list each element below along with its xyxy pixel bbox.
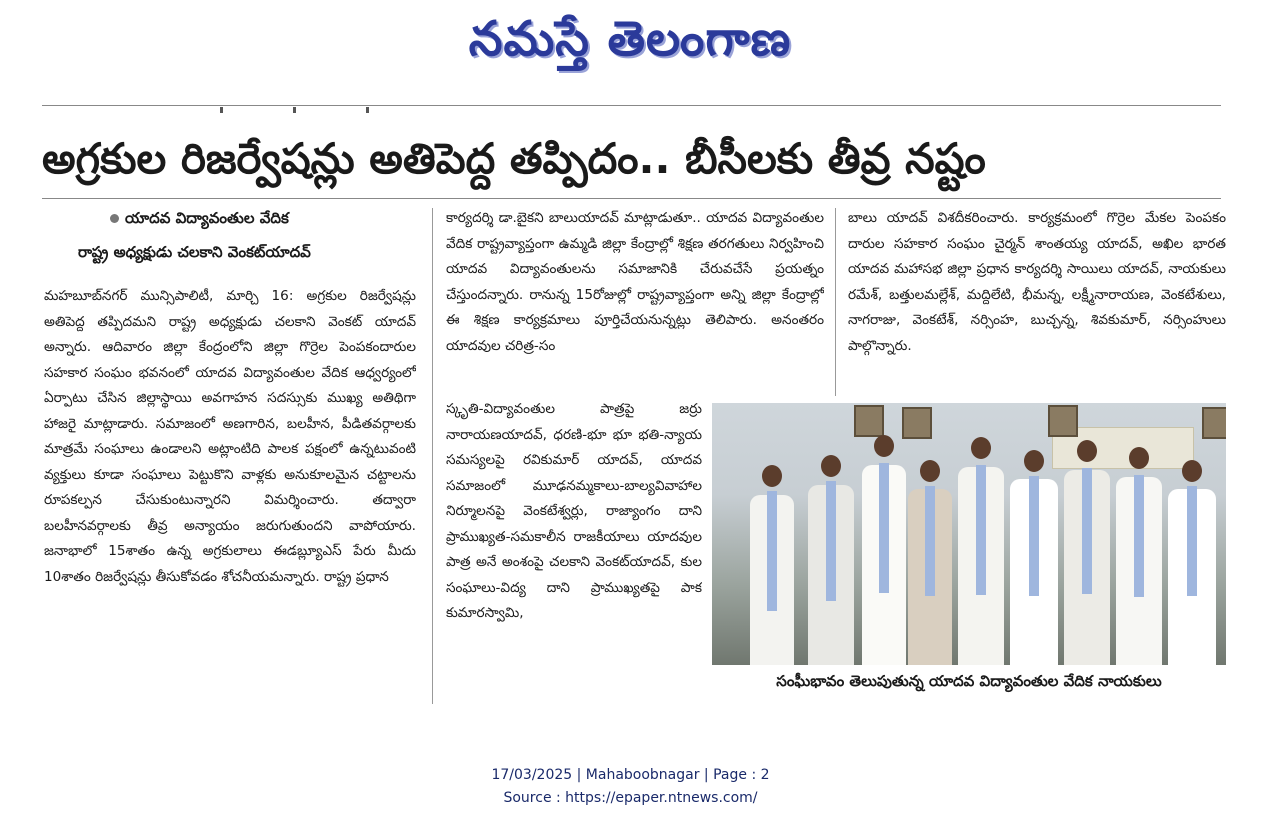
header-ticks bbox=[220, 98, 480, 104]
person bbox=[1064, 440, 1110, 665]
footer-edition-info: 17/03/2025 | Mahaboobnagar | Page : 2 bbox=[491, 767, 770, 783]
article-paragraph: కార్యదర్శి డా.బైకని బాలుయాదవ్ మాట్లాడుతూ.. యాదవ విద్యావంతుల వేదిక రాష్ట్రవ్యాప్తంగా ఉమ్మడి జిల్లా కేంద్రాల్లో శిక్షణ తరగతులు నిర్వహించి యాదవ విద్యావంతులను సమాజానికి చేరువచేసే ప్రయత్నం చేస్తుందన్నారు. రానున్న 15రోజుల్లో రాష్ట్రవ్యాప్తంగా అన్ని జిల్లా కేంద్రాల్లో ఈ శిక్షణ కార్యక్రమాలు పూర్తిచేయనున్నట్లు తెలిపారు. అనంతరం యాదవుల చరిత్ర-సం bbox=[446, 210, 824, 354]
article-paragraph: బాలు యాదవ్ విశదీకరించారు. కార్యక్రమంలో గొర్రెల మేకల పెంపకం దారుల సహకార సంఘం చైర్మన్ శాంతయ్య యాదవ్, అఖిల భారత యాదవ మహాసభ జిల్లా ప్రధాన కార్యదర్శి సాయిలు యాదవ్, నాయకులు రమేశ్, బత్తులమల్లేశ్, మద్దిలేటి, భీమన్న, లక్ష్మీనారాయణ, వెంకటేశులు, నాగరాజు, వెంకటేశ్, నర్సింహ, బుచ్చన్న, శివకుమార్, నర్సింహులు పాల్గొన్నారు. bbox=[848, 210, 1226, 354]
person bbox=[1168, 460, 1216, 665]
article-paragraph: మహబూబ్‌నగర్ మున్సిపాలిటీ, మార్చి 16: అగ్రకుల రిజర్వేషన్లు అతిపెద్ద తప్పిదమని రాష్ట్ర అధ్యక్షుడు చలకాని వెంకట్ యాదవ్ అన్నారు. ఆదివారం జిల్లా కేంద్రంలోని జిల్లా గొర్రెల పెంపకందారుల సహకార సంఘం భవనంలో యాదవ విద్యావంతుల వేదిక ఆధ్వర్యంలో ఏర్పాటు చేసిన జిల్లాస్థాయి అవగాహన సదస్సుకు ముఖ్య అతిథిగా హాజరై మాట్లాడారు. సమాజంలో అణగారిన, బలహీన, పీడితవర్గాలకు మాత్రమే సంఘాలు ఉండాలని అట్లాంటిది పాలక పక్షంలో ఉన్నటువంటి వ్యక్తులు కూడా సంఘాలు పెట్టుకొని వాళ్లకు అనుకూలమైన చట్టాలను రూపకల్పన చేసుకుంటున్నారని విమర్శించారు. తద్వారా బలహీనవర్గాలకు తీవ్ర అన్యాయం జరుగుతుందని వాపోయారు. జనాభాలో 15శాతం ఉన్న అగ్రకులాలు ఈడబ్ల్యూఎస్ పేరు మీదు 10శాతం రిజర్వేషన్లు తీసుకోవడం శోచనీయమన్నారు. రాష్ట్ర ప్రధాన bbox=[44, 288, 416, 585]
byline-organisation: యాదవ విద్యావంతుల వేదిక bbox=[110, 209, 289, 231]
footer-source: Source : https://epaper.ntnews.com/ bbox=[503, 790, 758, 806]
article-column-3 bbox=[848, 206, 1226, 396]
header-rule bbox=[42, 105, 1221, 106]
masthead-logo: నమస్తే తెలంగాణ bbox=[468, 11, 792, 67]
article-column-1 bbox=[44, 284, 416, 704]
news-photo bbox=[712, 403, 1226, 665]
person bbox=[908, 460, 952, 665]
article-column-2a bbox=[446, 206, 824, 396]
headline-rule bbox=[42, 198, 1221, 199]
wall-frame bbox=[1202, 407, 1226, 439]
column-divider bbox=[835, 208, 836, 396]
person bbox=[958, 437, 1004, 665]
article-paragraph: స్కృతి-విద్యావంతుల పాత్రపై జర్రు నారాయణయాదవ్, ధరణి-భూ భూ భతి-న్యాయ సమస్యలపై రవికుమార్ యాదవ్, యాదవ సమాజంలో మూఢనమ్మకాలు-బాల్యవివాహాల నిర్మూలనపై వెంకటేశ్వర్లు, రాజ్యాంగం దాని ప్రాముఖ్యత-సమకాలీన రాజకీయాలు యాదవుల పాత్ర అనే అంశంపై చలకాని వెంకట్‌యాదవ్, కుల సంఘాలు-విద్య దాని ప్రాముఖ్యతపై పాక కుమారస్వామి, bbox=[446, 401, 702, 621]
photo-caption: సంఘీభావం తెలుపుతున్న యాదవ విద్యావంతుల వేదిక నాయకులు bbox=[776, 672, 1162, 690]
wall-frame bbox=[1048, 405, 1078, 437]
article-column-2b bbox=[446, 397, 702, 703]
person bbox=[1116, 447, 1162, 665]
bullet-icon bbox=[110, 214, 119, 223]
person bbox=[862, 435, 906, 665]
person bbox=[1010, 450, 1058, 665]
wall-frame bbox=[902, 407, 932, 439]
column-divider bbox=[432, 208, 433, 704]
headline: అగ్రకుల రిజర్వేషన్లు అతిపెద్ద తప్పిదం.. బీసీలకు తీవ్ర నష్టం bbox=[42, 134, 986, 183]
wall-frame bbox=[854, 405, 884, 437]
person bbox=[750, 465, 794, 665]
byline-author: రాష్ట్ర అధ్యక్షుడు చలకాని వెంకట్‌యాదవ్ bbox=[78, 243, 311, 261]
person bbox=[808, 455, 854, 665]
